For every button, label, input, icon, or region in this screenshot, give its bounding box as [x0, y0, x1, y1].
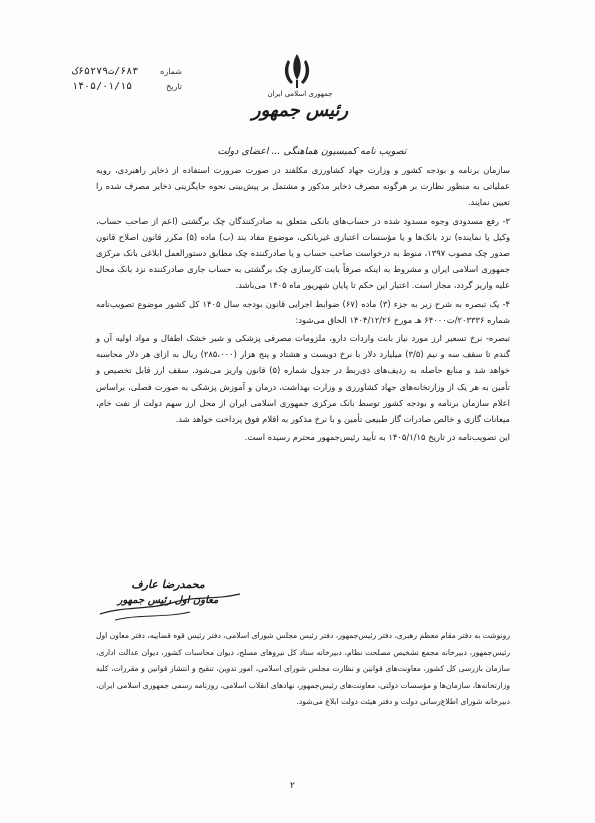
letter-body	[96, 162, 510, 447]
cc-list: رونوشت به دفتر مقام معظم رهبری، دفتر رئیس‌جمهور، دفتر رئیس مجلس شورای اسلامی، دفتر رئیس قوه قضاییه، دفتر معاون اول رئیس‌جمهور، دبیرخانه مجمع تشخیص مصلحت نظام، دبیرخانه ستاد کل نیروهای مسلح، دیوان محاسبات کشور، دیوان عدالت اداری، سازمان بازرسی کل کشور، معاونت‌های قوانین و نظارت مجلس شورای اسلامی، امور تدوین، تنقیح و انتشار قوانین و مقررات، کلیه وزارتخانه‌ها، سازمان‌ها و مؤسسات دولتی، معاونت‌های رئیس‌جمهور، نهادهای انقلاب اسلامی، روزنامه رسمی جمهوری اسلامی ایران، دبیرخانه شورای اطلاع‌رسانی دولت و دفتر هیئت دولت ابلاغ می‌شود.	[96, 631, 510, 706]
office-title: رئیس جمهور	[251, 100, 349, 121]
signatory-title: معاون اول رئیس جمهور	[117, 595, 219, 606]
paragraph-1: سازمان برنامه و بودجه کشور و وزارت جهاد کشاورزی مکلفند در صورت ضرورت استفاده از ذخایر راهبردی، رویه عملیاتی به منظور نظارت بر هرگونه مصرف ذخایر مذکور و مشتمل بر پیش‌بینی نحوه جایگزینی ذخایر مصرف شده را تعیین نمایند.	[96, 165, 510, 208]
page-number: ۲	[290, 781, 295, 791]
paragraph-4: تبصره- نرخ تسعیر ارز مورد نیاز بابت واردات دارو، ملزومات مصرفی پزشکی و شیر خشک اطفال و مواد اولیه آن و گندم تا سقف سه و نیم (۳/۵) میلیارد دلار با نرخ دویست و هشتاد و پنج هزار (۲۸۵،۰۰۰) ریال به ازای هر دلار محاسبه خواهد شد و منابع حاصله به ردیف‌های ذی‌ربط در جدول شماره (۵) قانون واریز می‌شود. سقف ارز قابل تخصیص و تأمین به هر یک از وزارتخانه‌های جهاد کشاورزی و وزارت بهداشت، درمان و آموزش پزشکی به صورت فصلی، براساس اعلام سازمان برنامه و بودجه کشور توسط بانک مرکزی جمهوری اسلامی ایران از محل ارز سهم دولت از نفت خام، میعانات گازی و خالص صادرات گاز طبیعی تأمین و با نرخ مذکور به اقلام فوق پرداخت خواهد شد.	[96, 333, 510, 425]
date-value: ۱۴۰۵/۰۱/۱۵	[72, 81, 133, 92]
country-name: جمهوری اسلامی ایران	[267, 90, 333, 98]
paragraph-3: ۴- یک تبصره به شرح زیر به جزء (۳) ماده (۶۷) ضوابط اجرایی قانون بودجه سال ۱۴۰۵ کل کشور موضوع تصویب‌نامه شماره ۲۰۳۳۳۶/ت۶۴۰۰۰ هـ مورخ ۱۴۰۴/۱۲/۲۶ الحاق می‌شود:	[96, 298, 511, 325]
signatory-name: محمدرضا عارف	[131, 578, 205, 591]
date-label: تاریخ	[166, 82, 182, 91]
paragraph-2: ۳- رفع مسدودی وجوه مسدود شده در حساب‌های بانکی متعلق به صادرکنندگان چک برگشتی (اعم از صاحب حساب، وکیل یا نماینده) نزد بانک‌ها و یا مؤسسات اعتباری غیربانکی، موضوع مفاد بند (ب) ماده (۵) مکرر قانون اصلاح قانون صدور چک مصوب ۱۳۹۷، منوط به درخواست صاحب حساب و یا صادرکننده چک مطابق دستورالعمل ابلاغی بانک مرکزی جمهوری اسلامی ایران و مشروط به اینکه صرفاً بابت کارسازی چک برگشتی به حساب جاری صادرکننده نزد بانک محال علیه واریز گردد، مجاز است. اعتبار این حکم تا پایان شهریور ماه ۱۴۰۵ می‌باشد.	[96, 215, 511, 291]
paragraph-5: این تصویب‌نامه در تاریخ ۱۴۰۵/۱/۱۵ به تأیید رئیس‌جمهور محترم رسیده است.	[244, 432, 510, 443]
document-meta	[72, 64, 182, 94]
number-value: ۶۸۳/ت۶۵۲۷۹ک	[72, 66, 139, 77]
number-label: شماره	[160, 67, 182, 76]
date-row	[72, 79, 182, 94]
document-subtitle: تصویب نامه کمیسیون هماهنگی ... اعضای دولت	[217, 146, 407, 157]
number-row	[72, 64, 182, 79]
iran-emblem-icon	[278, 50, 316, 92]
signature-block	[98, 578, 238, 606]
